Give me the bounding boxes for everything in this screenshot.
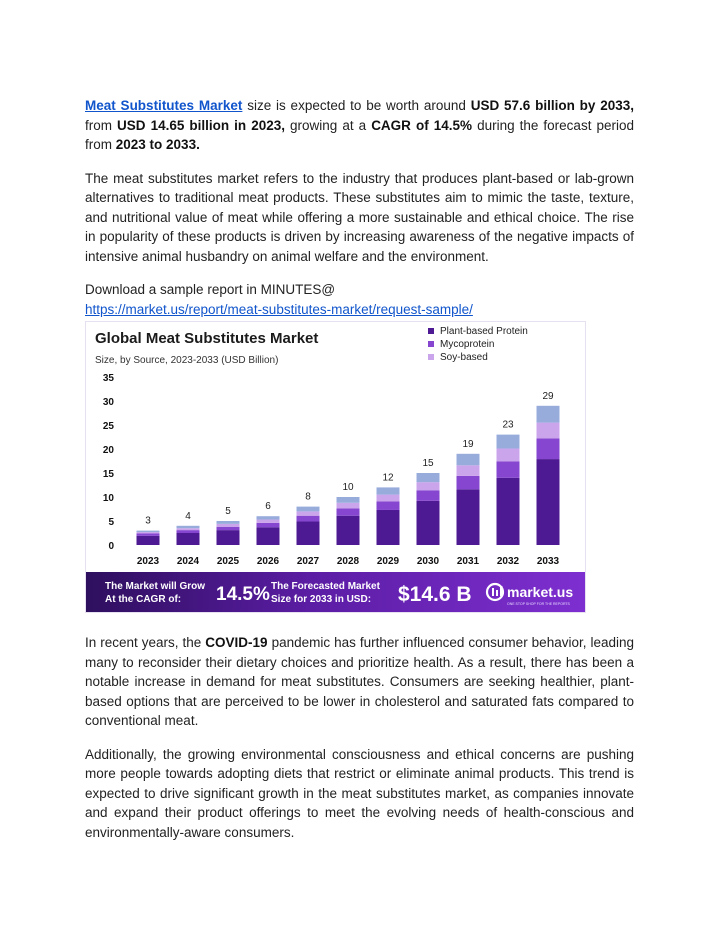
- chart-title: Global Meat Substitutes Market: [95, 330, 319, 347]
- intro-text-4: during the forecast period from: [85, 117, 635, 152]
- x-tick-label: 2031: [456, 556, 480, 567]
- cagr-label-line1: The Market will Grow: [105, 581, 206, 592]
- legend-swatch: [428, 354, 434, 360]
- x-tick-label: 2027: [296, 556, 320, 567]
- x-tick-label: 2029: [376, 556, 400, 567]
- brand-name: market.us: [507, 584, 574, 600]
- bar-segment-mycoprotein: [537, 438, 560, 459]
- covid-text-1: In recent years, the: [85, 635, 206, 650]
- bar-total-label: 23: [502, 419, 514, 431]
- bar-segment-mycoprotein: [137, 533, 160, 535]
- bar-total-label: 29: [542, 390, 554, 402]
- bar-segment-mycoprotein: [177, 530, 200, 533]
- y-tick-label: 10: [102, 493, 114, 504]
- bar-segment-soy-based: [177, 528, 200, 530]
- bar-segment-other: [217, 521, 240, 524]
- bar-total-label: 5: [225, 506, 231, 517]
- bar-segment-soy-based: [257, 520, 280, 523]
- bar-segment-mycoprotein: [457, 476, 480, 489]
- y-tick-label: 0: [108, 541, 114, 552]
- cagr-label-line2: At the CAGR of:: [105, 594, 182, 605]
- bar-total-label: 12: [382, 472, 394, 484]
- intro-text-1: size is expected to be worth around: [242, 98, 471, 113]
- bars-group: [137, 391, 560, 545]
- forecast-label-line1: The Forecasted Market: [271, 581, 380, 592]
- x-tick-label: 2026: [256, 556, 280, 567]
- bar-segment-plant-based-protein: [177, 533, 200, 545]
- intro-bold-2: USD 14.65 billion in 2023,: [117, 117, 285, 133]
- y-tick-label: 30: [102, 397, 114, 408]
- bar-segment-soy-based: [457, 465, 480, 476]
- x-tick-label: 2033: [536, 556, 560, 567]
- bar-segment-plant-based-protein: [217, 530, 240, 545]
- bar-total-label: 10: [342, 482, 354, 493]
- bar-segment-mycoprotein: [497, 461, 520, 477]
- legend-label: Plant-based Protein: [440, 326, 528, 337]
- legend-swatch: [428, 341, 434, 347]
- forecast-label-line2: Size for 2033 in USD:: [271, 594, 372, 605]
- bar-segment-mycoprotein: [217, 527, 240, 530]
- y-tick-label: 25: [102, 421, 114, 432]
- bar-segment-soy-based: [217, 524, 240, 527]
- covid-paragraph: [85, 633, 634, 731]
- x-axis: [137, 556, 560, 567]
- bar-segment-plant-based-protein: [297, 521, 320, 545]
- bar-segment-soy-based: [377, 495, 400, 502]
- brand-tagline: ONE STOP SHOP FOR THE REPORTS: [507, 602, 570, 606]
- bar-segment-soy-based: [137, 532, 160, 533]
- bar-segment-mycoprotein: [377, 501, 400, 510]
- bar-segment-other: [497, 435, 520, 449]
- legend-label: Soy-based: [440, 352, 488, 363]
- intro-text-2: from: [85, 117, 118, 133]
- y-tick-label: 5: [108, 517, 114, 528]
- bar-total-label: 6: [265, 501, 271, 513]
- bar-total-label: 19: [462, 438, 474, 450]
- intro-text-3: growing at a: [285, 117, 372, 133]
- y-tick-label: 15: [102, 469, 114, 480]
- x-tick-label: 2030: [416, 556, 440, 567]
- x-tick-label: 2032: [496, 556, 520, 567]
- bar-segment-other: [137, 531, 160, 532]
- bar-segment-mycoprotein: [337, 509, 360, 516]
- bar-segment-mycoprotein: [297, 516, 320, 522]
- bar-segment-soy-based: [337, 503, 360, 509]
- bar-segment-mycoprotein: [417, 490, 440, 501]
- bar-segment-plant-based-protein: [137, 536, 160, 545]
- covid-text-2: pandemic has further influenced consumer behavior, leading many to reconsider their dietary choices and prioritize health. As a result, there has been a notable increase in demand for meat substitutes. Consumers are seeking healthier, plant-based options that are perceived to be lower in cholesterol and saturated fats compared to conventional meat.: [85, 635, 635, 728]
- bar-total-label: 3: [145, 515, 151, 527]
- bar-segment-plant-based-protein: [537, 459, 560, 545]
- bar-total-label: 4: [185, 510, 191, 522]
- market-chart-figure: [85, 321, 586, 613]
- chart-subtitle: Size, by Source, 2023-2033 (USD Billion): [95, 355, 279, 366]
- bar-segment-other: [257, 516, 280, 519]
- x-tick-label: 2025: [216, 556, 240, 567]
- intro-bold-4: 2023 to 2033.: [115, 137, 200, 152]
- bar-segment-other: [337, 497, 360, 503]
- market-us-logo-icon: [487, 584, 503, 600]
- bar-segment-plant-based-protein: [457, 489, 480, 545]
- legend-swatch: [428, 328, 434, 334]
- x-tick-label: 2023: [136, 556, 160, 567]
- document-body: [85, 96, 634, 319]
- forecast-value: $14.6 B: [398, 583, 472, 606]
- environment-paragraph: Additionally, the growing environmental consciousness and ethical concerns are pushing more people towards adopting diets that restrict or eliminate animal products. This trend is expected to drive significant growth in the meat substitutes market, as companies innovate and expand their product offerings to meet the evolving needs of health-conscious and environmentally-aware consumers.: [85, 746, 634, 840]
- bar-segment-soy-based: [417, 482, 440, 490]
- bar-segment-other: [377, 487, 400, 494]
- chart-legend: [428, 326, 528, 363]
- definition-paragraph: The meat substitutes market refers to the industry that produces plant-based or lab-grown alternatives to traditional meat products. These substitutes aim to mimic the taste, texture, and nutritional value of meat while offering a more sustainable and ethical choice. The rise in popularity of these products is driven by increasing awareness of the negative impacts of intensive animal husbandry on animal welfare and the environment.: [85, 170, 634, 264]
- sample-report-link[interactable]: https://market.us/report/meat-substitutes-market/request-sample/: [85, 301, 473, 317]
- market-link[interactable]: Meat Substitutes Market: [85, 98, 243, 113]
- bar-segment-soy-based: [537, 423, 560, 439]
- bar-segment-other: [417, 473, 440, 482]
- download-label: Download a sample report in MINUTES@: [85, 282, 336, 297]
- cagr-value: 14.5%: [216, 584, 270, 605]
- intro-bold-1: USD 57.6 billion by 2033,: [470, 98, 634, 113]
- x-tick-label: 2028: [336, 556, 360, 567]
- bar-segment-plant-based-protein: [497, 478, 520, 545]
- summary-banner: [86, 572, 585, 612]
- bar-segment-soy-based: [297, 511, 320, 515]
- bar-segment-plant-based-protein: [337, 516, 360, 545]
- intro-bold-3: CAGR of 14.5%: [371, 117, 473, 133]
- bar-segment-mycoprotein: [257, 523, 280, 527]
- bar-segment-other: [537, 406, 560, 423]
- bar-segment-other: [177, 526, 200, 528]
- bar-segment-plant-based-protein: [417, 501, 440, 545]
- y-axis: [103, 373, 115, 552]
- y-tick-label: 35: [102, 373, 114, 384]
- bar-segment-soy-based: [497, 449, 520, 462]
- y-tick-label: 20: [102, 445, 114, 456]
- bar-total-label: 8: [305, 491, 311, 503]
- bar-segment-other: [297, 507, 320, 512]
- stacked-bar-chart: [86, 322, 585, 572]
- intro-paragraph: [85, 96, 634, 155]
- x-tick-label: 2024: [176, 556, 200, 567]
- bar-segment-plant-based-protein: [377, 510, 400, 545]
- document-continuation: [85, 633, 634, 842]
- legend-label: Mycoprotein: [440, 339, 495, 350]
- bar-segment-other: [457, 454, 480, 466]
- covid-bold: COVID-19: [205, 635, 268, 650]
- bar-total-label: 15: [422, 458, 434, 469]
- bar-segment-plant-based-protein: [257, 527, 280, 545]
